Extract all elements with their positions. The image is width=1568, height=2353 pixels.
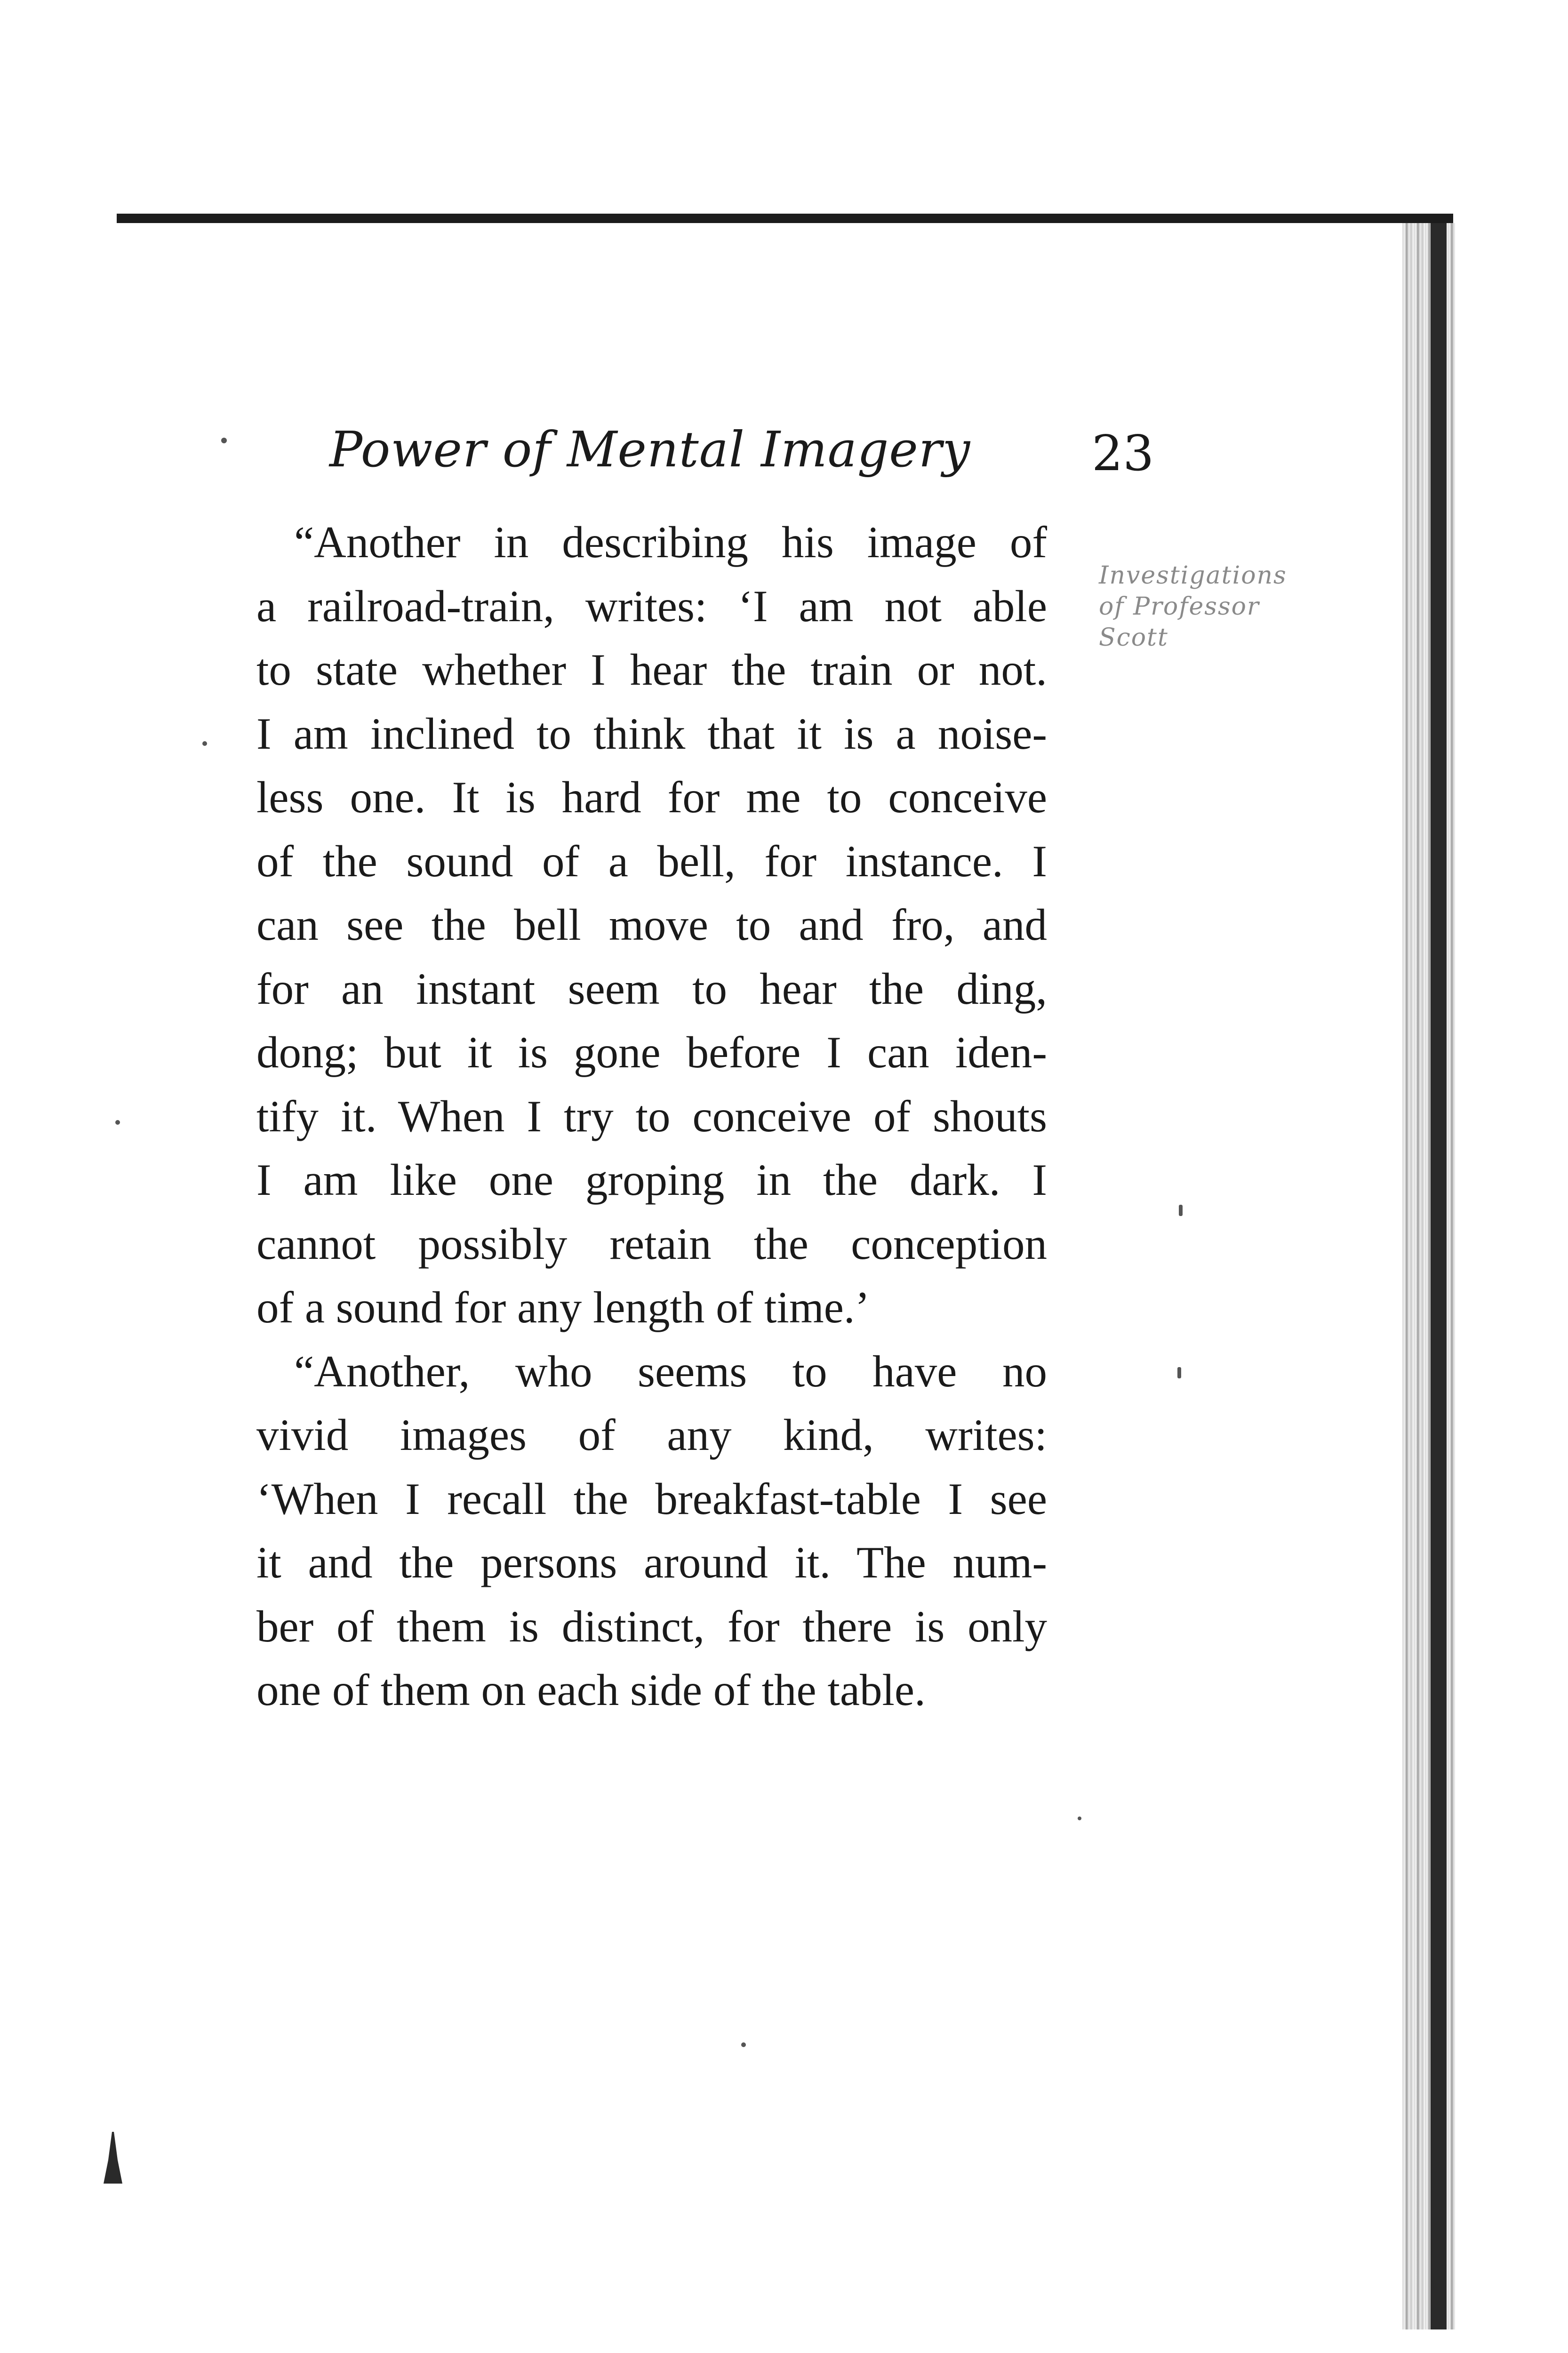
text-line: of the sound of a bell, for instance. I bbox=[256, 836, 1047, 886]
sidenote-line: Investigations bbox=[1099, 561, 1287, 590]
scan-speck bbox=[741, 2042, 746, 2047]
scan-speck bbox=[115, 1120, 120, 1125]
page-corner-mark bbox=[104, 2132, 122, 2184]
sidenote-line: of Professor bbox=[1099, 592, 1260, 621]
running-title: Power of Mental Imagery bbox=[329, 421, 971, 478]
text-line: “Another, who seems to have no bbox=[294, 1346, 1047, 1396]
page-number: 23 bbox=[1092, 424, 1154, 482]
text-line: ber of them is distinct, for there is only bbox=[256, 1601, 1047, 1651]
text-line: less one. It is hard for me to conceive bbox=[256, 772, 1047, 822]
book-spine-shadow bbox=[1431, 223, 1447, 2329]
scan-speck bbox=[202, 741, 207, 746]
text-line: of a sound for any length of time.’ bbox=[256, 1282, 870, 1332]
text-line: it and the persons around it. The num- bbox=[256, 1537, 1047, 1587]
text-line: can see the bell move to and fro, and bbox=[256, 900, 1047, 950]
margin-sidenote bbox=[1099, 560, 1344, 653]
text-line: one of them on each side of the table. bbox=[256, 1665, 926, 1715]
scan-speck bbox=[1179, 1205, 1183, 1216]
text-line: to state whether I hear the train or not. bbox=[256, 645, 1047, 695]
running-header bbox=[329, 409, 1252, 489]
text-line: “Another in describing his image of bbox=[294, 517, 1047, 567]
book-spine-edge bbox=[1402, 223, 1455, 2329]
text-line: ‘When I recall the breakfast-table I see bbox=[256, 1473, 1047, 1524]
scan-speck bbox=[1177, 1367, 1181, 1378]
scan-speck bbox=[221, 438, 227, 443]
text-line: I am inclined to think that it is a noise- bbox=[256, 708, 1047, 759]
body-text bbox=[256, 511, 1047, 1722]
text-line: for an instant seem to hear the ding, bbox=[256, 963, 1047, 1014]
scan-speck bbox=[1078, 1817, 1081, 1820]
text-line: vivid images of any kind, writes: bbox=[256, 1410, 1047, 1460]
text-line: a railroad-train, writes: ‘I am not able bbox=[256, 581, 1047, 631]
text-line: tify it. When I try to conceive of shouts bbox=[256, 1091, 1047, 1141]
text-line: I am like one groping in the dark. I bbox=[256, 1155, 1047, 1205]
text-line: dong; but it is gone before I can iden- bbox=[256, 1027, 1047, 1077]
page-top-rule bbox=[117, 214, 1453, 223]
text-line: cannot possibly retain the conception bbox=[256, 1218, 1047, 1269]
sidenote-line: Scott bbox=[1099, 624, 1168, 652]
